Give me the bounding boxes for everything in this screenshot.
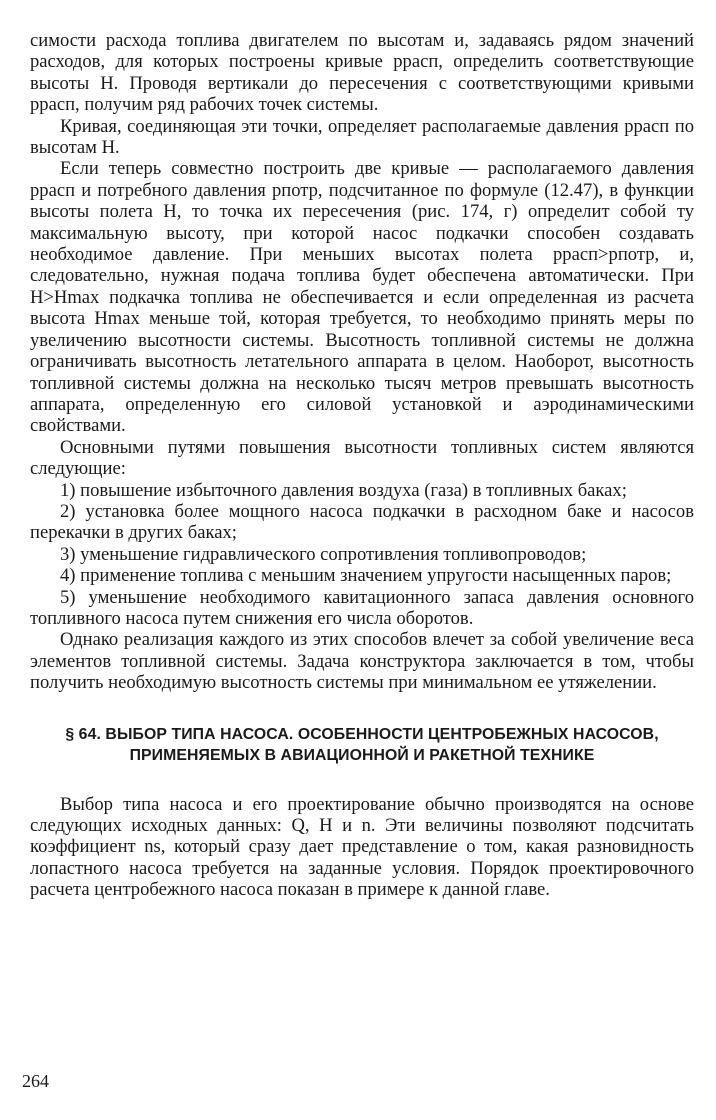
- section-heading-line-1: § 64. ВЫБОР ТИПА НАСОСА. ОСОБЕННОСТИ ЦЕНТРОБЕЖНЫХ НАСОСОВ,: [65, 725, 659, 743]
- list-item-5: 5) уменьшение необходимого кавитационного запаса давления основного топливного насоса путем снижения его числа оборотов.: [30, 586, 694, 629]
- paragraph-5: Однако реализация каждого из этих способов влечет за собой увеличение веса элементов топливной системы. Задача конструктора заключается в том, чтобы получить необходимую высотность системы при минимальном ее утяжелении.: [30, 629, 694, 694]
- paragraph-4: Основными путями повышения высотности топливных систем являются следующие:: [30, 436, 694, 480]
- page-number: 264: [22, 1071, 49, 1091]
- paragraph-3: Если теперь совместно построить две кривые — располагаемого давления pрасп и потребного давления pпотр, подсчитанное по формуле (12.47), в функции высоты полета H, то точка их пересечения (рис. 174, г) определит собой ту максимальную высоту, при которой насос подкачки способен создавать необходимое давление. При меньших высотах полета pрасп>pпотр, и, следовательно, нужная подача топлива будет обеспечена автоматически. При H>Hmax подкачка топлива не обеспечивается и если определенная из расчета высота Hmax меньше той, которая требуется, то необходимо принять меры по увеличению высотности системы. Высотность топливной системы не должна ограничивать высотность летательного аппарата в целом. Наоборот, высотность топливной системы должна на несколько тысяч метров превышать высотность аппарата, определенную его силовой установкой и аэродинамическими свойствами.: [30, 158, 694, 437]
- section-heading-line-2: ПРИМЕНЯЕМЫХ В АВИАЦИОННОЙ И РАКЕТНОЙ ТЕХНИКЕ: [129, 746, 595, 764]
- list-item-4: 4) применение топлива с меньшим значением упругости насыщенных паров;: [60, 565, 672, 587]
- paragraph-1: симости расхода топлива двигателем по высотам и, задаваясь рядом значений расходов, для которых построены кривые pрасп, определить соответствующие высоты H. Проводя вертикали до пересечения с соответствующими кривыми pрасп, получим ряд рабочих точек системы.: [30, 30, 694, 116]
- paragraph-6: Выбор типа насоса и его проектирование обычно производятся на основе следующих исходных данных: Q, H и n. Эти величины позволяют подсчитать коэффициент ns, который сразу дает представление о том, какая разновидность лопастного насоса требуется на заданные условия. Порядок проектировочного расчета центробежного насоса показан в примере к данной главе.: [30, 793, 694, 901]
- paragraph-2: Кривая, соединяющая эти точки, определяет располагаемые давления pрасп по высотам H.: [30, 115, 694, 159]
- section-heading: [30, 724, 694, 766]
- list-item-1: 1) повышение избыточного давления воздуха (газа) в топливных баках;: [60, 479, 627, 501]
- list-item-3: 3) уменьшение гидравлического сопротивления топливопроводов;: [60, 543, 587, 565]
- list-item-2: 2) установка более мощного насоса подкачки в расходном баке и насосов перекачки в других баках;: [30, 500, 694, 544]
- body-text: [30, 30, 694, 901]
